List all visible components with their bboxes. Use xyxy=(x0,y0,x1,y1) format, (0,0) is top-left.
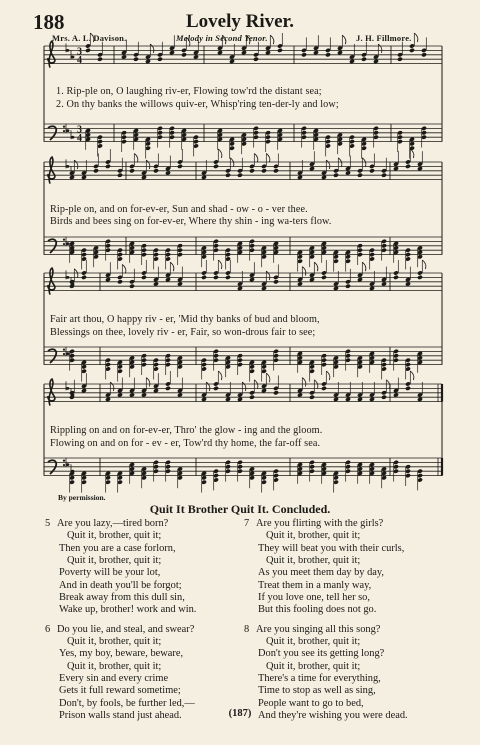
verse-5: 5 Are you lazy,—tired born? Quit it, brother, quit it; Then you are a case forlorn, Quit it, brother, quit it; Poverty will be your lot, And in death you'll be forgot; Break away from this dull sin, Wake up, brother! work and win. xyxy=(45,518,197,616)
verses-left-column xyxy=(45,518,196,723)
permission-note: By permission. xyxy=(58,493,106,502)
verses-right-column xyxy=(244,518,408,723)
author-credit: Mrs. A. L. Davison. xyxy=(52,33,127,43)
lyric-line-8: Flowing on and on for - ev - er, Tow'rd thy home, the far-off sea. xyxy=(50,438,321,449)
composer-credit: J. H. Fillmore. xyxy=(356,33,412,43)
svg-text:4: 4 xyxy=(77,133,82,145)
lyric-line-7: Rippling on and on for-ev-er, Thro' the glow - ing and the gloom. xyxy=(50,425,323,436)
melody-note: Melody in Second Tenor. xyxy=(176,33,268,43)
svg-text:3: 3 xyxy=(77,124,82,136)
verse-7: 7 Are you flirting with the girls? Quit it, brother, quit it; They will beat you with their curls, Quit it, brother, quit it; As you meet them day by day, Treat them in a manly way, If you love one, tell her so, But this fooling does not go. xyxy=(244,518,405,616)
lyric-line-6: Blessings on thee, lovely riv - er, Fair, so won-drous fair to see; xyxy=(50,327,316,338)
lyric-verse-2: 2. On thy banks the willows quiv-er, Whisp'ring ten-der-ly and low; xyxy=(56,99,339,110)
lyric-line-4: Birds and bees sing on for-ev-er, Where thy shin - ing wa-ters flow. xyxy=(50,216,332,227)
lyric-verse-1: 1. Rip-ple on, O laughing riv-er, Flowing tow'rd the distant sea; xyxy=(56,86,322,97)
verse-8: 8 Are you singing all this song? Quit it, brother, quit it; Don't you see its getting long? Quit it, brother, quit it; There's a time for everything, Time to stop as well as sing, People want to go to bed, And they're wishing you were dead. xyxy=(244,623,408,722)
lyric-line-3: Rip-ple on, and on for-ev-er, Sun and shad - ow - o - ver thee. xyxy=(50,204,308,215)
hymn-number: 188 xyxy=(33,10,65,34)
hymn-title: Lovely River. xyxy=(185,11,294,32)
svg-text:4: 4 xyxy=(77,55,82,67)
verse-6: 6 Do you lie, and steal, and swear? Quit it, brother, quit it; Yes, my boy, beware, beware, Quit it, brother, quit it; Every sin and every crime Gets it full reward sometime; Don't, by fools, be further led,— Prison walls stand just ahead. xyxy=(45,623,195,722)
svg-text:3: 3 xyxy=(77,46,82,58)
lyric-line-5: Fair art thou, O happy riv - er, 'Mid thy banks of bud and bloom, xyxy=(50,314,320,325)
second-song-title: Quit It Brother Quit It. Concluded. xyxy=(149,502,331,516)
page-number: (187) xyxy=(228,708,252,719)
